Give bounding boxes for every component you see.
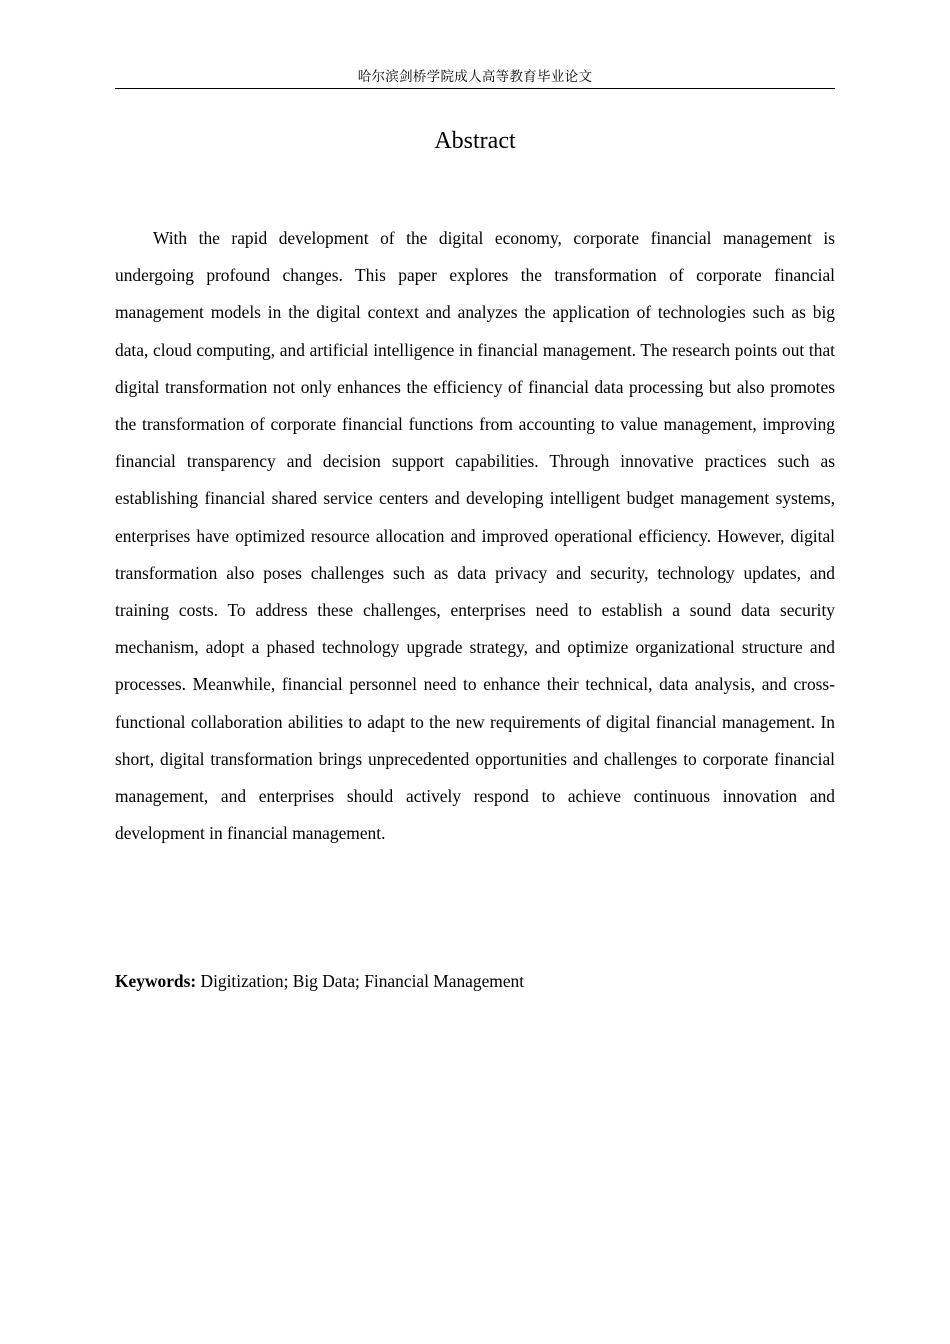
header-text: 哈尔滨剑桥学院成人高等教育毕业论文 (357, 69, 593, 85)
abstract-body: With the rapid development of the digital economy, corporate financial management is undergoing profound changes. This paper explores the transformation of corporate financial management models in the digital context and analyzes the application of technologies such as big data, cloud computing, and artificial intelligence in financial management. The research points out that digital transformation not only enhances the efficiency of financial data processing but also promotes the transformation of corporate financial functions from accounting to value management, improving financial transparency and decision support capabilities. Through innovative practices such as establishing financial shared service centers and developing intelligent budget management systems, enterprises have optimized resource allocation and improved operational efficiency. However, digital transformation also poses challenges such as data privacy and security, technology updates, and training costs. To address these challenges, enterprises need to establish a sound data security mechanism, adopt a phased technology upgrade strategy, and optimize organizational structure and processes. Meanwhile, financial personnel need to enhance their technical, data analysis, and cross-functional collaboration abilities to adapt to the new requirements of digital financial management. In short, digital transformation brings unprecedented opportunities and challenges to corporate financial management, and enterprises should actively respond to achieve continuous innovation and development in financial management. (115, 228, 835, 844)
page-header (115, 66, 835, 89)
keywords-value: Digitization; Big Data; Financial Management (196, 971, 525, 991)
keywords-line (115, 964, 835, 998)
abstract-title: Abstract (434, 128, 516, 154)
keywords-label: Keywords: (115, 971, 197, 991)
